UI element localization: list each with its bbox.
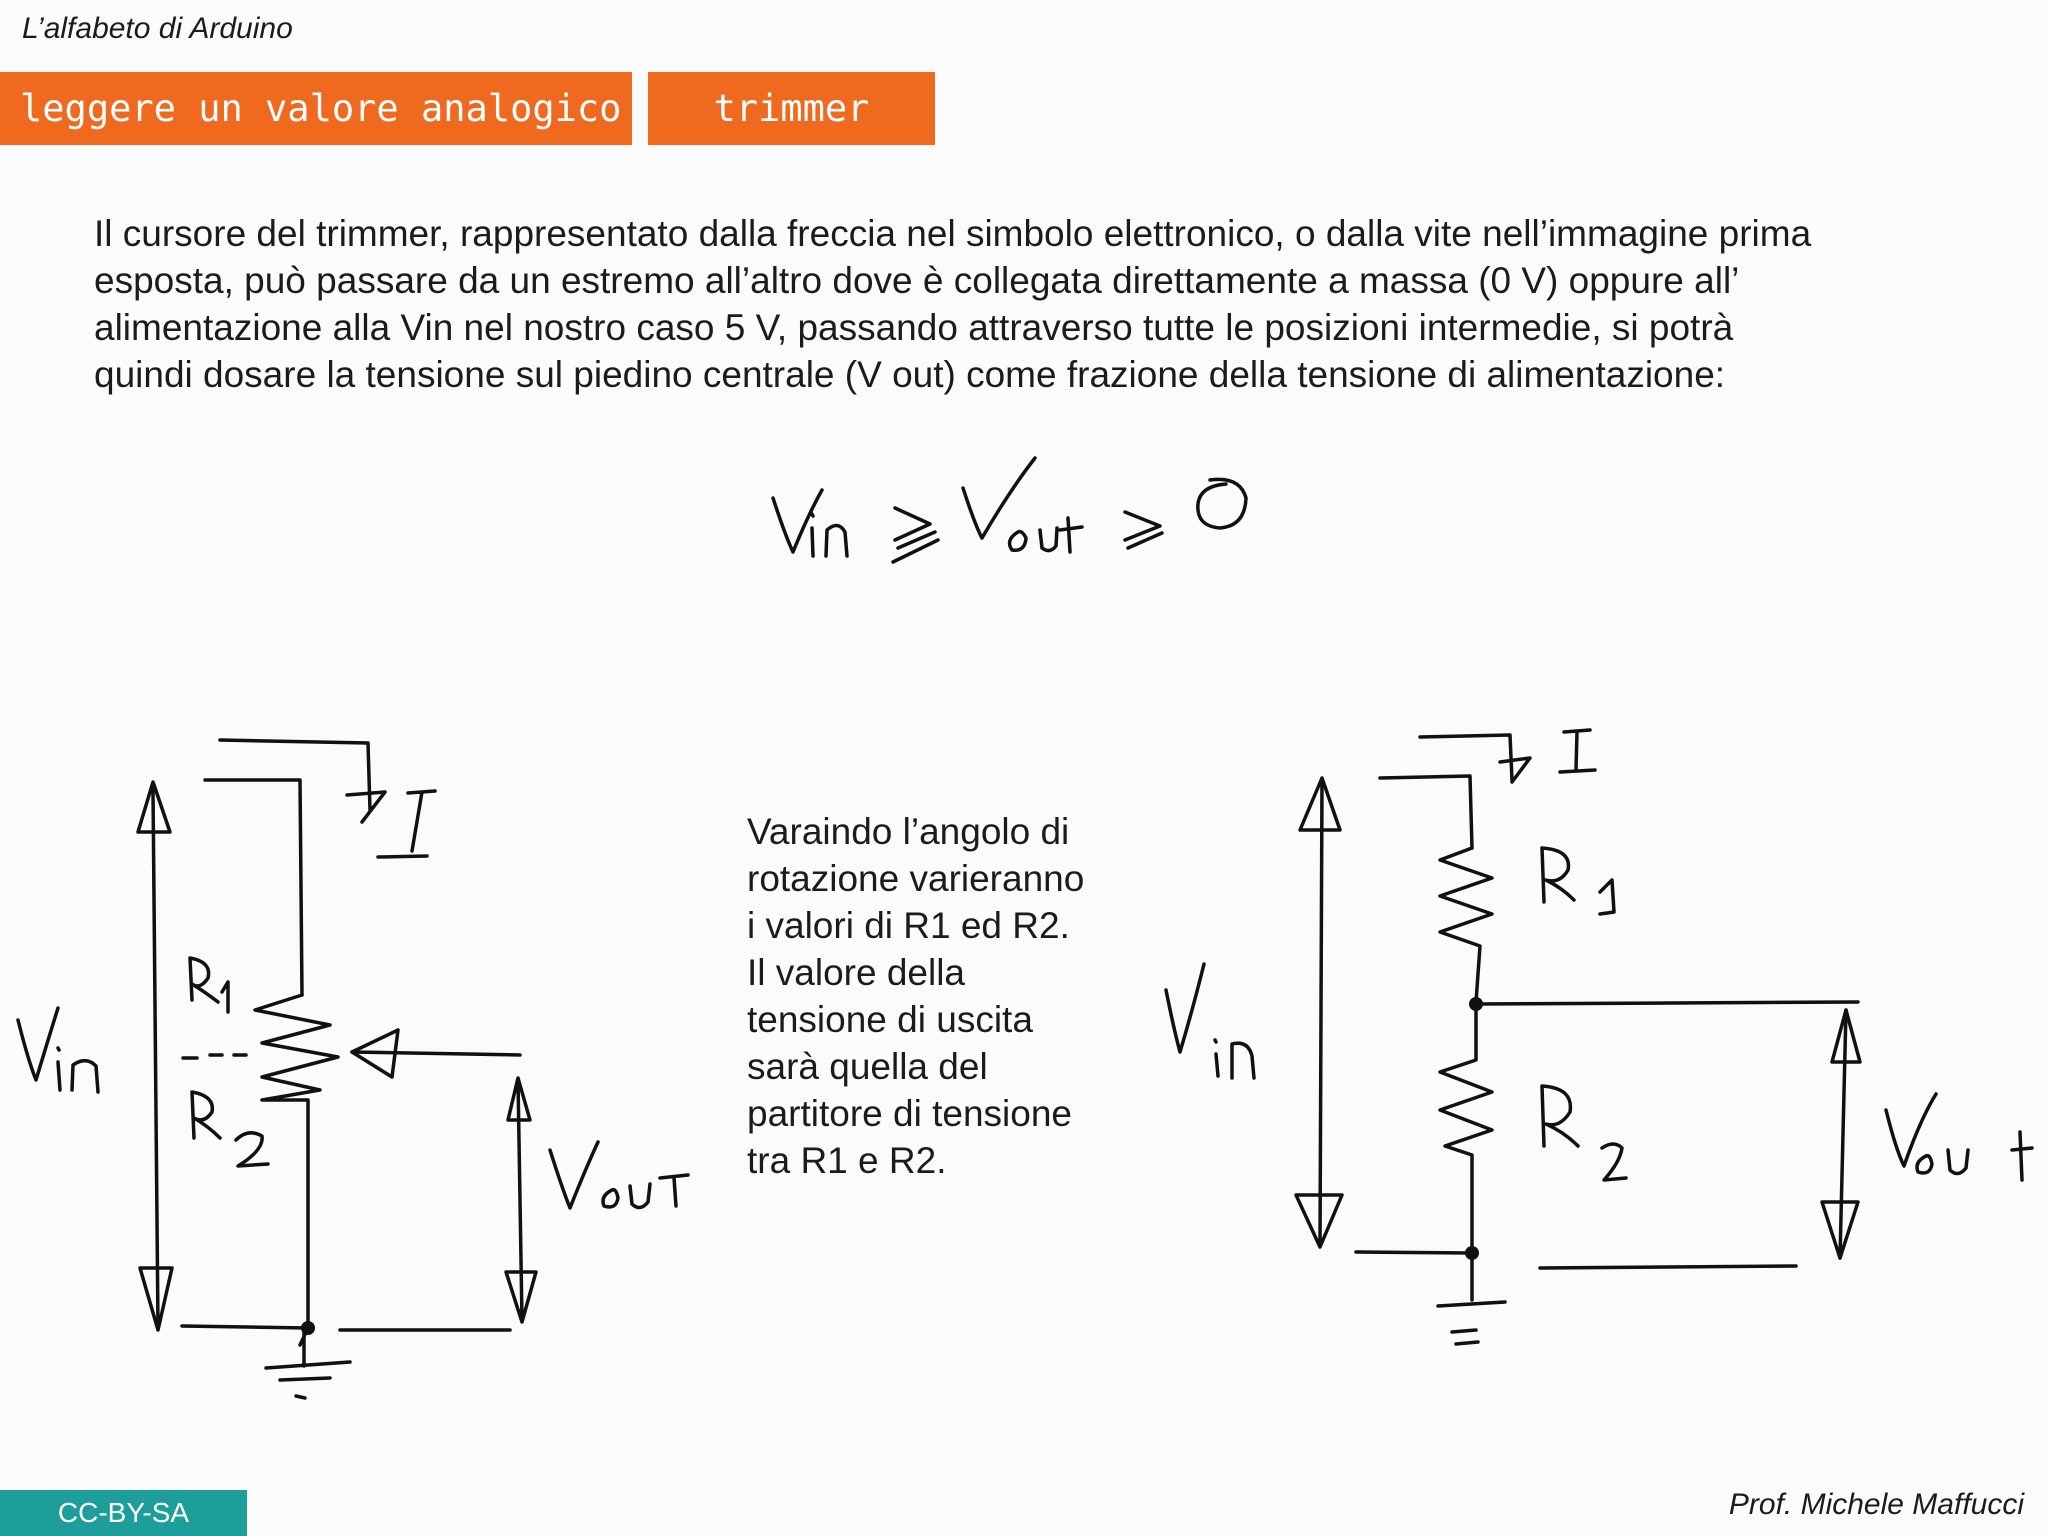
subtopic-tag: trimmer	[648, 72, 935, 145]
right-circuit-sketch	[1166, 730, 2032, 1344]
paragraph-line: esposta, può passare da un estremo all’altro dove è collegata direttamente a massa (0 V) oppure all’	[94, 260, 1740, 301]
note-line: Varaindo l’angolo di	[747, 811, 1070, 852]
note-line: partitore di tensione	[747, 1093, 1072, 1134]
note-line: tra R1 e R2.	[747, 1140, 947, 1181]
handwritten-inequality	[773, 458, 1246, 562]
topic-tag: leggere un valore analogico	[0, 72, 632, 145]
note-line: i valori di R1 ed R2.	[747, 905, 1070, 946]
left-circuit-sketch	[18, 740, 688, 1398]
paragraph-line: alimentazione alla Vin nel nostro caso 5 V, passando attraverso tutte le posizioni intermedie, si potrà	[94, 307, 1734, 348]
note-line: sarà quella del	[747, 1046, 988, 1087]
author-name: Prof. Michele Maffucci	[1728, 1488, 2024, 1521]
side-explanation	[747, 808, 1084, 1184]
note-line: rotazione varieranno	[747, 858, 1085, 899]
note-line: tensione di uscita	[747, 999, 1033, 1040]
paragraph-line: Il cursore del trimmer, rappresentato dalla freccia nel simbolo elettronico, o dalla vite nell’immagine prima	[94, 213, 1812, 254]
presentation-title: L’alfabeto di Arduino	[22, 12, 293, 45]
license-badge: CC-BY-SA	[0, 1490, 247, 1536]
note-line: Il valore della	[747, 952, 966, 993]
paragraph-line: quindi dosare la tensione sul piedino centrale (V out) come frazione della tensione di alimentazione:	[94, 354, 1726, 395]
